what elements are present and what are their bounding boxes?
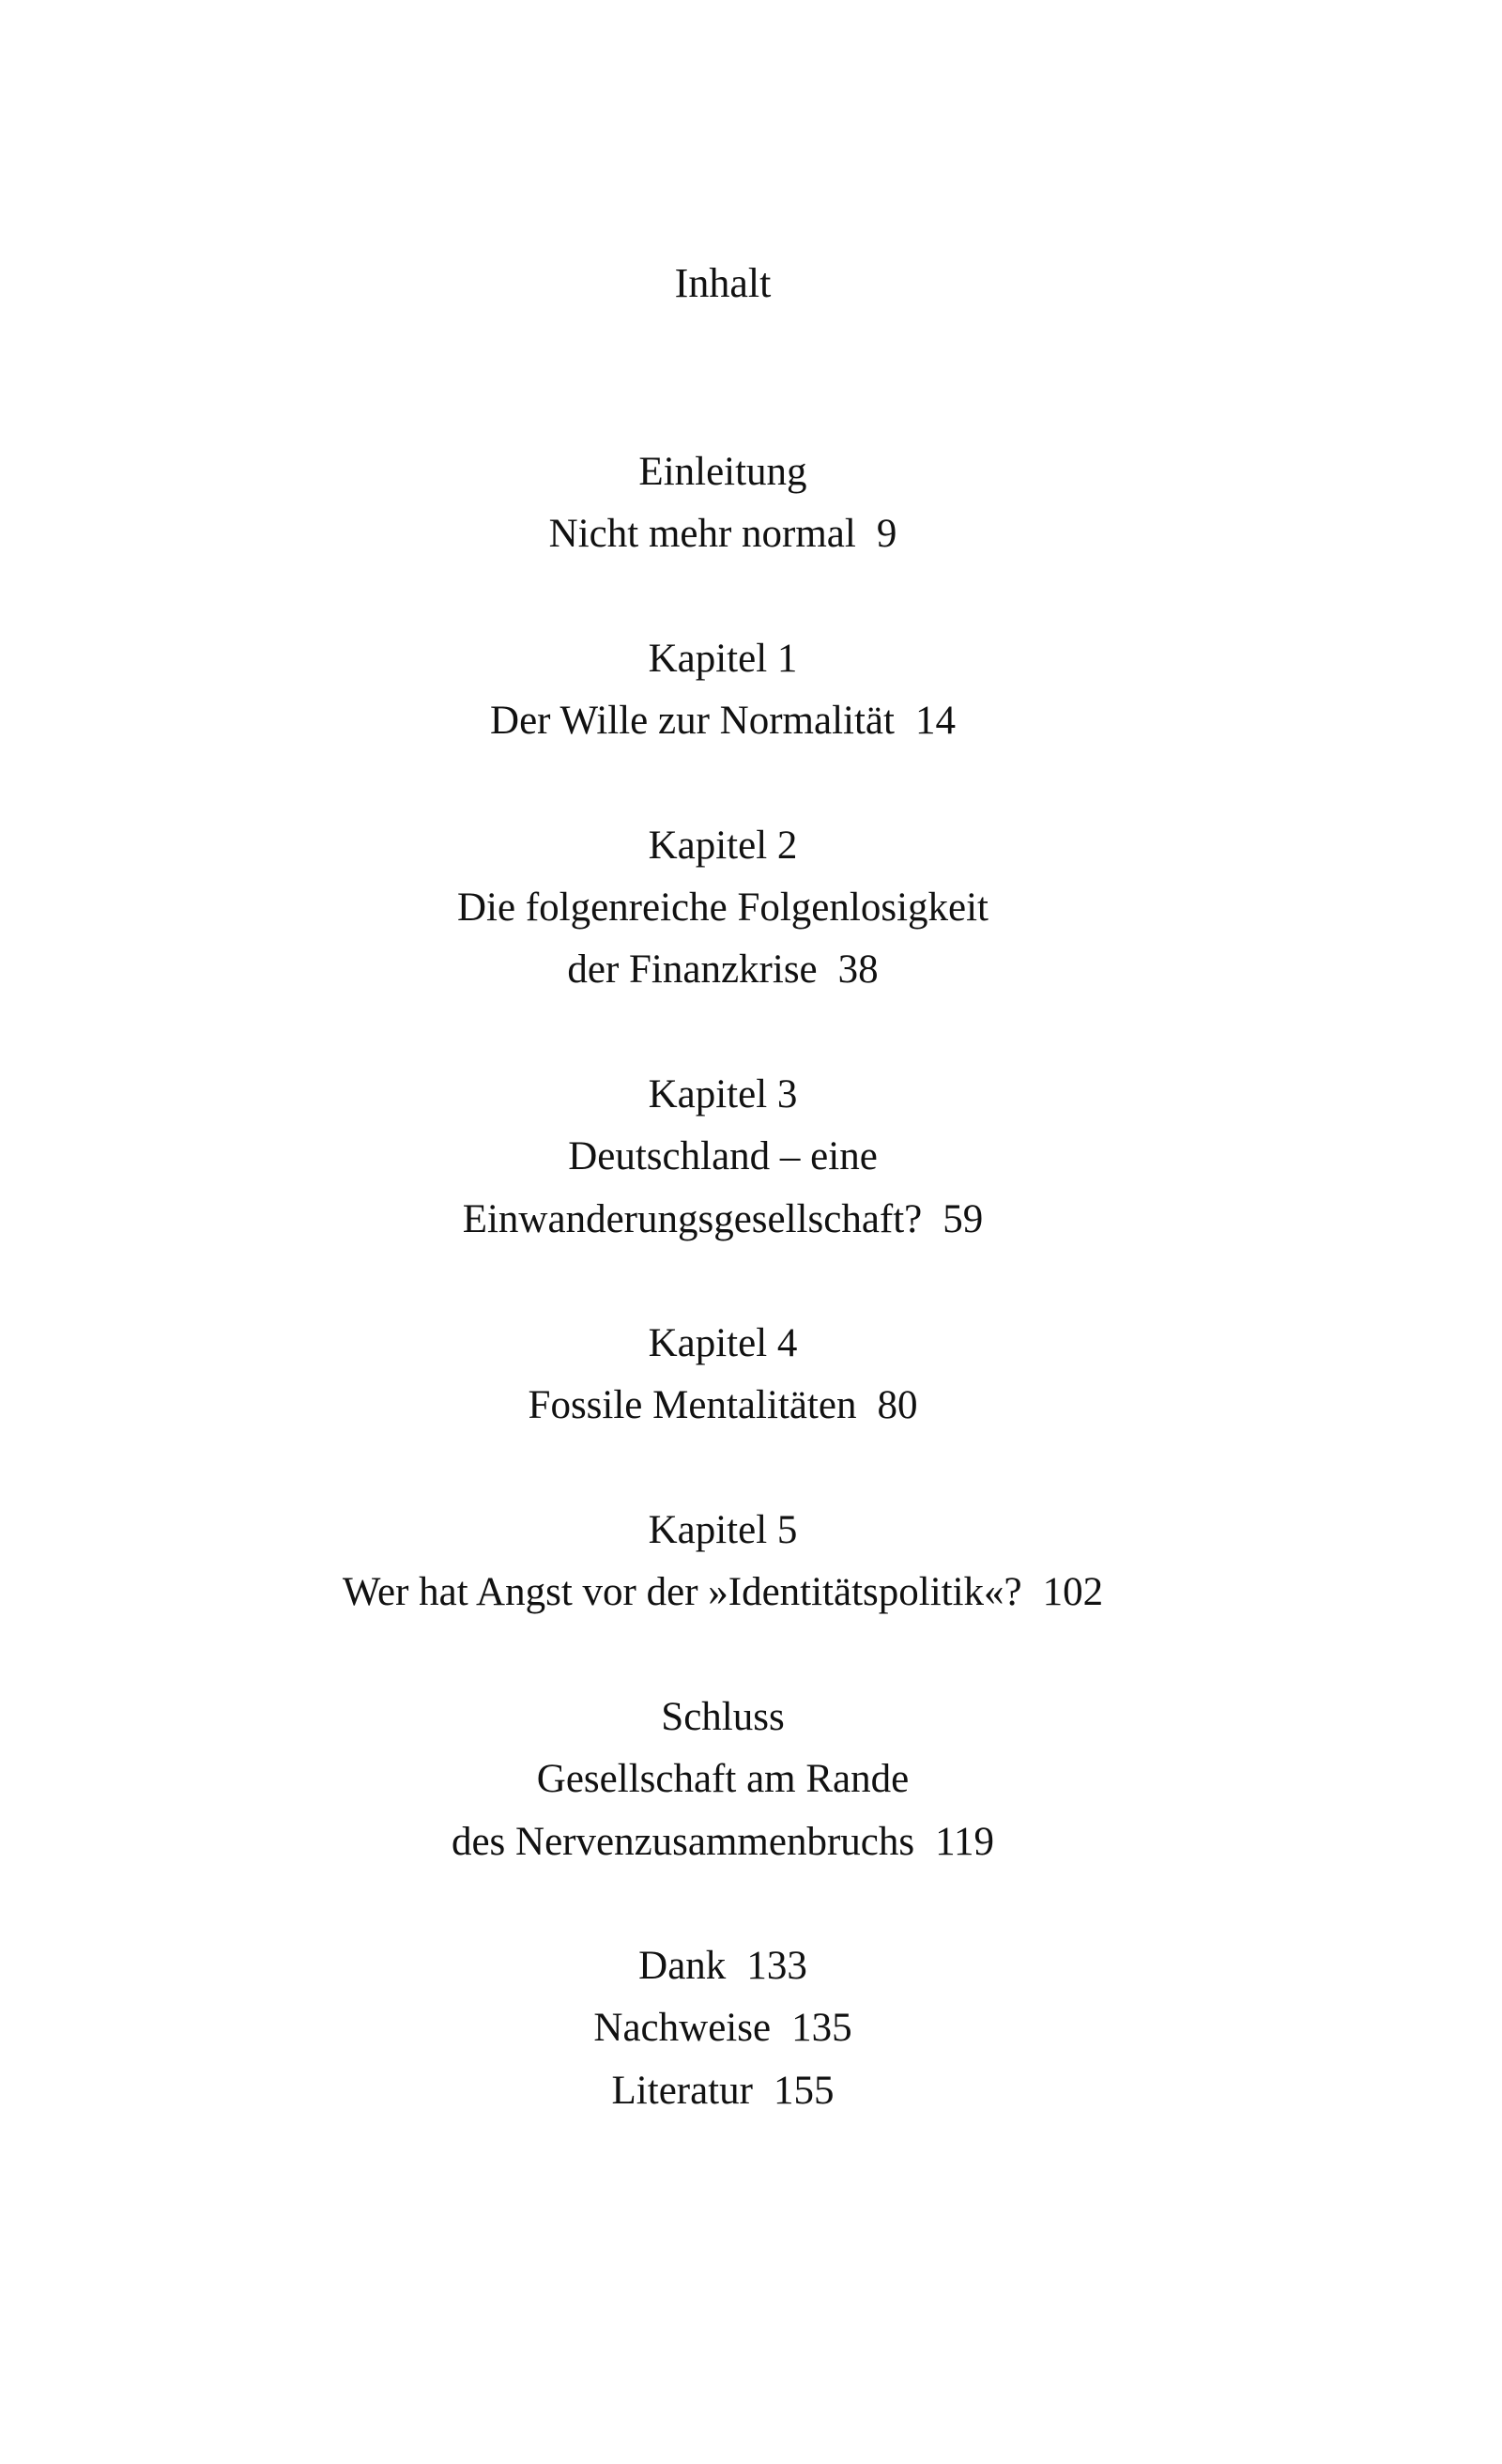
toc-section-kapitel-1 [0,628,1446,753]
toc-list [0,441,1446,2184]
entry-title: Wer hat Angst vor der »Identitätspolitik«? [342,1570,1022,1615]
section-label: Kapitel 1 [648,636,798,681]
section-label: Kapitel 4 [648,1321,798,1366]
entry-title: Einwanderungsgesellschaft? [462,1196,923,1241]
entry-title: Dank [638,1944,727,1989]
entry-title: Nachweise [593,2006,772,2051]
section-label: Kapitel 2 [648,823,798,868]
toc-entry-line[interactable] [0,877,1446,939]
toc-back-matter [0,1935,1446,2122]
toc-section-kapitel-2 [0,815,1446,1002]
entry-title: Gesellschaft am Rande [536,1757,910,1802]
page-number: 9 [876,512,897,557]
toc-section-kapitel-3 [0,1064,1446,1251]
page-number: 155 [773,2068,835,2113]
entry-title: Die folgenreiche Folgenlosigkeit [456,886,989,931]
entry-title: Nicht mehr normal [548,512,856,557]
entry-title: des Nervenzusammenbruchs [451,1819,915,1864]
page-number: 119 [935,1819,995,1864]
toc-section-schluss [0,1686,1446,1873]
page-number: 133 [746,1944,807,1989]
page-number: 38 [837,947,879,993]
toc-section-kapitel-4 [0,1313,1446,1438]
toc-entry-dank[interactable] [0,1935,1446,1997]
page-number: 59 [943,1196,984,1241]
toc-section-kapitel-5 [0,1500,1446,1625]
page-title: Inhalt [674,260,772,306]
page-number: 102 [1042,1570,1104,1615]
section-label: Kapitel 5 [648,1508,798,1553]
page-number: 80 [877,1383,918,1428]
toc-entry-line[interactable] [0,1748,1446,1810]
toc-entry[interactable] [0,1375,1446,1437]
section-label: Kapitel 3 [648,1071,798,1116]
toc-entry[interactable] [0,1189,1446,1251]
toc-entry[interactable] [0,503,1446,565]
section-label: Einleitung [638,450,807,494]
entry-title: Fossile Mentalitäten [528,1383,857,1428]
section-label: Schluss [661,1694,785,1739]
page-number: 14 [914,699,956,744]
entry-title: Literatur [611,2068,753,2113]
toc-section-einleitung [0,441,1446,566]
entry-title: der Finanzkrise [567,947,818,993]
entry-title: Der Wille zur Normalität [490,699,895,744]
page-number: 135 [791,2006,852,2051]
toc-entry-line[interactable] [0,1126,1446,1188]
toc-entry-nachweise[interactable] [0,1997,1446,2059]
entry-title: Deutschland – eine [568,1134,878,1179]
toc-entry[interactable] [0,1562,1446,1624]
toc-entry[interactable] [0,939,1446,1001]
toc-entry[interactable] [0,1811,1446,1873]
toc-entry-literatur[interactable] [0,2060,1446,2122]
toc-entry[interactable] [0,690,1446,752]
